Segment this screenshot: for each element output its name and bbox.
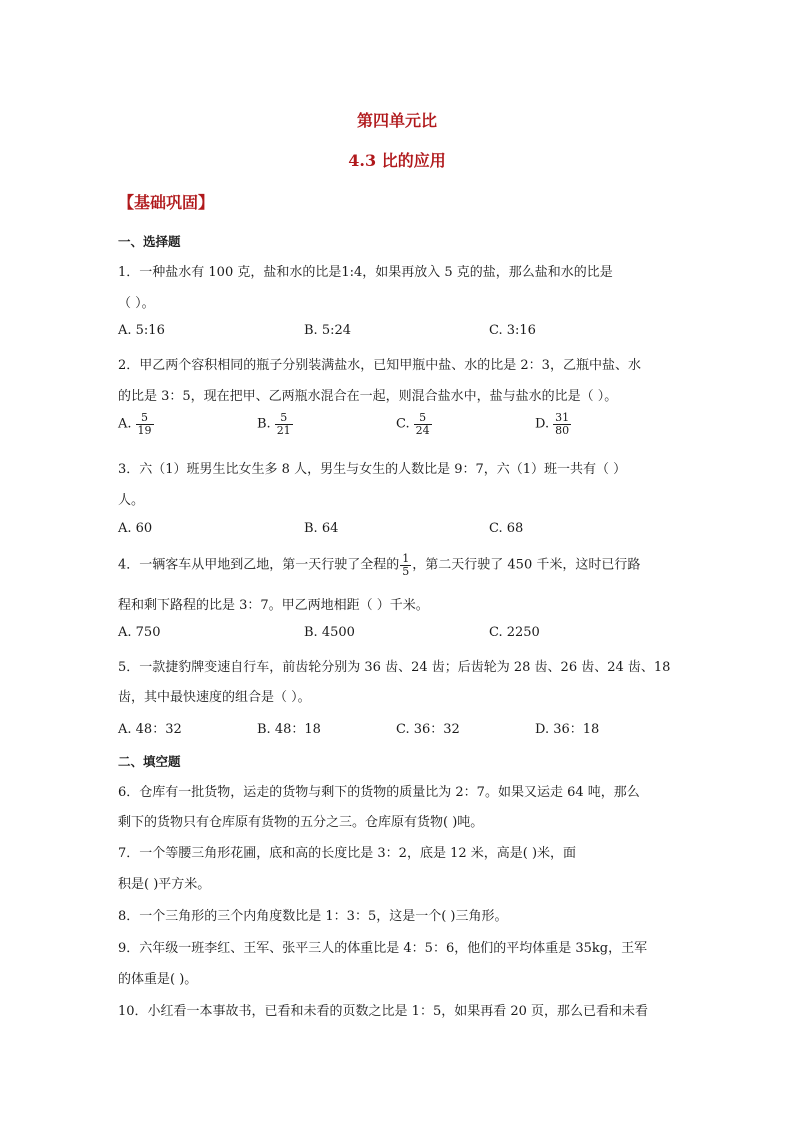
q7-line2: 积是( )平方米。 — [118, 877, 211, 892]
page-subtitle: 4.3 比的应用 — [348, 151, 446, 170]
q8-line1: 8．一个三角形的三个内角度数比是 1：3：5，这是一个( )三角形。 — [118, 909, 508, 924]
q3-option-a: A. 60 — [118, 521, 153, 536]
q3-line2: 人。 — [118, 493, 145, 508]
q2-option-c: C. $\frac{5}{24}$ — [396, 411, 430, 437]
q2-option-b: B. $\frac{5}{21}$ — [257, 411, 291, 437]
q3-option-c: C. 68 — [489, 521, 524, 536]
q3-line1: 3．六（1）班男生比女生多 8 人，男生与女生的人数比是 9：7，六（1）班一共有（ ） — [118, 462, 627, 477]
q6-line1: 6．仓库有一批货物，运走的货物与剩下的货物的质量比为 2：7。如果又运走 64 吨，那么 — [118, 785, 640, 800]
section-label: 【基础巩固】 — [118, 193, 215, 212]
q4-option-b: B. 4500 — [304, 625, 355, 640]
q1-option-b: B. 5:24 — [304, 323, 352, 338]
part2-heading: 二、填空题 — [118, 754, 181, 769]
q5-option-a: A. 48：32 — [118, 722, 182, 737]
q2-option-d: D. $\frac{31}{80}$ — [535, 411, 570, 437]
q5-option-b: B. 48：18 — [257, 722, 321, 737]
q5-option-c: C. 36：32 — [396, 722, 460, 737]
q5-option-d: D. 36：18 — [535, 722, 600, 737]
q4-line1: 4．一辆客车从甲地到乙地，第一天行驶了全程的 $\frac{1}{5}$ ，第二天行驶了 450 千米，这时已行路 — [118, 552, 641, 578]
part1-heading: 一、选择题 — [118, 234, 181, 249]
q7-line1: 7．一个等腰三角形花圃，底和高的长度比是 3：2，底是 12 米，高是( )米，面 — [118, 846, 577, 861]
q9-line1: 9．六年级一班李红、王军、张平三人的体重比是 4：5：6，他们的平均体重是 35kg，王军 — [118, 941, 648, 956]
q10-line1: 10．小红看一本事故书，已看和未看的页数之比是 1：5，如果再看 20 页，那么已看和未看 — [118, 1004, 649, 1019]
q2-option-a: A. $\frac{5}{19}$ — [118, 411, 152, 437]
q3-option-b: B. 64 — [304, 521, 339, 536]
q6-line2: 剩下的货物只有仓库原有货物的五分之三。仓库原有货物( )吨。 — [118, 815, 484, 830]
q2-line1: 2．甲乙两个容积相同的瓶子分别装满盐水，已知甲瓶中盐、水的比是 2：3，乙瓶中盐、水 — [118, 358, 641, 373]
q1-line2: （ ）。 — [118, 296, 155, 311]
q1-line1: 1．一种盐水有 100 克，盐和水的比是1:4，如果再放入 5 克的盐，那么盐和水的比是 — [118, 265, 613, 280]
q1-option-a: A. 5:16 — [118, 323, 165, 338]
page-title: 第四单元比 — [356, 111, 437, 130]
q4-option-a: A. 750 — [118, 625, 161, 640]
q4-line2: 程和剩下路程的比是 3：7。甲乙两地相距（ ）千米。 — [118, 598, 429, 613]
q2-line2: 的比是 3：5，现在把甲、乙两瓶水混合在一起，则混合盐水中，盐与盐水的比是（ ）。 — [118, 389, 618, 404]
q9-line2: 的体重是( )。 — [118, 972, 198, 987]
q1-option-c: C. 3:16 — [489, 323, 536, 338]
q5-line2: 齿，其中最快速度的组合是（ ）。 — [118, 690, 311, 705]
q4-option-c: C. 2250 — [489, 625, 540, 640]
q5-line1: 5．一款捷豹牌变速自行车，前齿轮分别为 36 齿、24 齿；后齿轮为 28 齿、26 齿、24 齿、18 — [118, 660, 671, 675]
